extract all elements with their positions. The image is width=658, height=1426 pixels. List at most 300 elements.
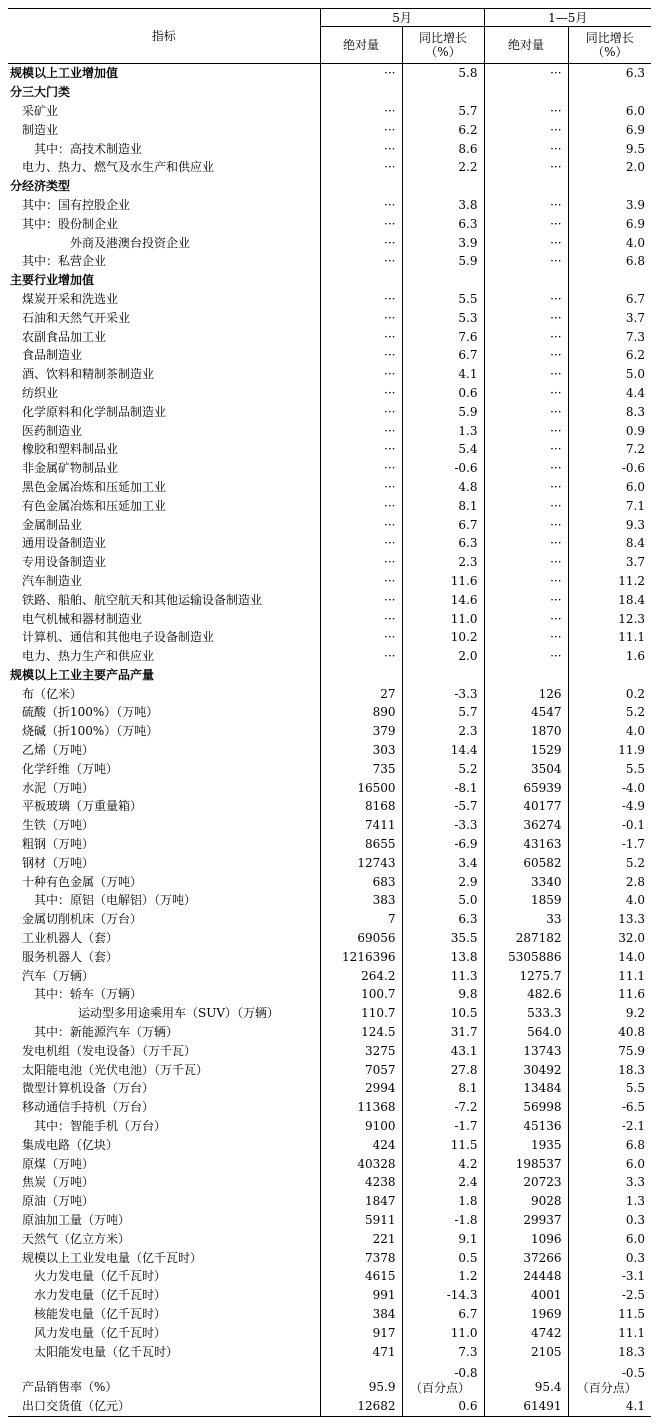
may-yoy-cell: 5.9 xyxy=(402,402,484,421)
table-row xyxy=(8,440,651,459)
table-row xyxy=(8,853,651,872)
may-absolute-cell: 683 xyxy=(320,872,402,891)
jan-may-yoy-cell: -6.5 xyxy=(621,1100,646,1115)
may-yoy-cell xyxy=(402,271,484,290)
jan-may-header: 1—5月 xyxy=(484,9,651,27)
indicator-header: 指标 xyxy=(8,9,320,64)
section-row xyxy=(8,83,651,102)
table-row xyxy=(8,459,651,478)
jan-may-yoy-cell: 7.1 xyxy=(625,498,646,513)
row-label: 天然气（亿立方米） xyxy=(8,1229,320,1248)
may-absolute-cell: ··· xyxy=(320,628,402,647)
row-label: 其中：新能源汽车（万辆） xyxy=(8,1023,320,1042)
row-label: 钢材（万吨） xyxy=(8,853,320,872)
jan-may-yoy-cell: 9.3 xyxy=(625,517,646,532)
table-row xyxy=(8,647,651,666)
table-row xyxy=(8,1060,651,1079)
jan-may-absolute-cell: 45136 xyxy=(484,1117,568,1136)
row-label: 汽车（万辆） xyxy=(8,966,320,985)
jan-may-absolute-cell: 5305886 xyxy=(484,947,568,966)
jan-may-absolute-cell: ··· xyxy=(484,459,568,478)
may-absolute-header: 绝对量 xyxy=(320,27,402,64)
may-yoy-cell: 8.1 xyxy=(402,496,484,515)
may-yoy-cell: 6.3 xyxy=(402,534,484,553)
jan-may-yoy-cell: 6.2 xyxy=(625,348,646,363)
may-yoy-cell: 2.0 xyxy=(402,647,484,666)
jan-may-yoy-cell: 18.3 xyxy=(618,1344,646,1359)
row-label: 风力发电量（亿千瓦时） xyxy=(8,1323,320,1342)
row-label: 化学纤维（万吨） xyxy=(8,759,320,778)
may-yoy-cell: -3.3 xyxy=(402,684,484,703)
may-yoy-cell: -14.3 xyxy=(402,1286,484,1305)
jan-may-absolute-cell: 37266 xyxy=(484,1248,568,1267)
jan-may-yoy-cell: 75.9 xyxy=(618,1043,646,1058)
jan-may-yoy-cell: 4.0 xyxy=(625,235,646,250)
table-row xyxy=(8,1211,651,1230)
may-absolute-cell: 27 xyxy=(320,684,402,703)
may-yoy-cell: 8.1 xyxy=(402,1079,484,1098)
table-row xyxy=(8,1229,651,1248)
jan-may-absolute-cell: 13743 xyxy=(484,1041,568,1060)
table-row xyxy=(8,534,651,553)
table-row xyxy=(8,1361,651,1397)
table-row xyxy=(8,402,651,421)
jan-may-absolute-cell: 533.3 xyxy=(484,1004,568,1023)
table-row xyxy=(8,797,651,816)
jan-may-yoy-cell: 5.5 xyxy=(625,761,646,776)
may-absolute-cell: ··· xyxy=(320,609,402,628)
row-label: 橡胶和塑料制品业 xyxy=(8,440,320,459)
row-label: 规模以上工业增加值 xyxy=(8,64,320,83)
table-row xyxy=(8,233,651,252)
may-absolute-cell: ··· xyxy=(320,440,402,459)
row-label: 其中：原铝（电解铝）（万吨） xyxy=(8,891,320,910)
jan-may-yoy-cell: 4.0 xyxy=(625,724,646,739)
jan-may-yoy-cell: -4.9 xyxy=(621,799,646,814)
table-row xyxy=(8,384,651,403)
table-row xyxy=(8,891,651,910)
may-yoy-cell: 2.2 xyxy=(402,158,484,177)
jan-may-yoy-cell: -1.7 xyxy=(621,837,646,852)
jan-may-yoy-cell: 12.3 xyxy=(618,611,646,626)
jan-may-absolute-cell: 1969 xyxy=(484,1305,568,1324)
may-absolute-cell: 110.7 xyxy=(320,1004,402,1023)
row-label: 工业机器人（套） xyxy=(8,929,320,948)
may-absolute-cell: ··· xyxy=(320,478,402,497)
jan-may-absolute-cell: 40177 xyxy=(484,797,568,816)
row-label: 金属切削机床（万台） xyxy=(8,910,320,929)
table-row xyxy=(8,741,651,760)
table-row xyxy=(8,910,651,929)
row-label: 烧碱（折100%）（万吨） xyxy=(8,722,320,741)
may-yoy-cell: 9.1 xyxy=(402,1229,484,1248)
may-yoy-cell: 6.7 xyxy=(402,515,484,534)
row-label: 硫酸（折100%）（万吨） xyxy=(8,703,320,722)
jan-may-absolute-cell: 4001 xyxy=(484,1286,568,1305)
jan-may-yoy-cell: 4.0 xyxy=(625,893,646,908)
may-absolute-cell: ··· xyxy=(320,553,402,572)
jan-may-absolute-cell: 1870 xyxy=(484,722,568,741)
jan-may-yoy-cell: 5.2 xyxy=(625,705,646,720)
may-absolute-cell: ··· xyxy=(320,459,402,478)
may-absolute-cell: ··· xyxy=(320,590,402,609)
jan-may-yoy-cell: 3.9 xyxy=(625,197,646,212)
row-label: 铁路、船舶、航空航天和其他运输设备制造业 xyxy=(8,590,320,609)
row-label: 规模以上工业主要产品产量 xyxy=(8,666,320,685)
may-yoy-cell: 5.2 xyxy=(402,759,484,778)
section-row xyxy=(8,177,651,196)
jan-may-absolute-cell: ··· xyxy=(484,609,568,628)
row-label: 通用设备制造业 xyxy=(8,534,320,553)
may-absolute-cell: 4615 xyxy=(320,1267,402,1286)
may-absolute-cell: ··· xyxy=(320,252,402,271)
may-yoy-cell: 9.8 xyxy=(402,985,484,1004)
table-row xyxy=(8,1154,651,1173)
row-label: 水力发电量（亿千瓦时） xyxy=(8,1286,320,1305)
jan-may-absolute-cell: 43163 xyxy=(484,835,568,854)
jan-may-absolute-cell: 1096 xyxy=(484,1229,568,1248)
row-label: 医药制造业 xyxy=(8,421,320,440)
row-label: 核能发电量（亿千瓦时） xyxy=(8,1305,320,1324)
row-label: 主要行业增加值 xyxy=(8,271,320,290)
section-row xyxy=(8,64,651,83)
jan-may-yoy-cell: -0.1 xyxy=(621,818,646,833)
jan-may-yoy-cell: 3.3 xyxy=(625,1175,646,1190)
jan-may-absolute-cell: 4742 xyxy=(484,1323,568,1342)
may-absolute-cell: 3275 xyxy=(320,1041,402,1060)
jan-may-absolute-cell: ··· xyxy=(484,102,568,121)
may-yoy-cell: 35.5 xyxy=(402,929,484,948)
row-label: 黑色金属冶炼和压延加工业 xyxy=(8,478,320,497)
may-yoy-cell: 6.7 xyxy=(402,346,484,365)
jan-may-absolute-cell: ··· xyxy=(484,628,568,647)
may-yoy-cell: 2.4 xyxy=(402,1173,484,1192)
may-absolute-cell: 264.2 xyxy=(320,966,402,985)
table-row xyxy=(8,102,651,121)
jan-may-yoy-cell: 1.6 xyxy=(625,649,646,664)
unit-note: （百分点） xyxy=(576,1380,637,1395)
jan-may-absolute-cell: 126 xyxy=(484,684,568,703)
may-yoy-header: 同比增长 （%） xyxy=(402,27,484,64)
jan-may-yoy-cell: 11.2 xyxy=(618,573,646,588)
may-absolute-cell: 7 xyxy=(320,910,402,929)
may-absolute-cell: ··· xyxy=(320,290,402,309)
may-yoy-cell: 11.5 xyxy=(402,1135,484,1154)
jan-may-absolute-cell: ··· xyxy=(484,64,568,83)
table-row xyxy=(8,872,651,891)
may-absolute-cell: 8655 xyxy=(320,835,402,854)
may-yoy-cell: -0.8 （百分点） xyxy=(402,1361,484,1397)
jan-may-yoy-cell: 6.8 xyxy=(625,254,646,269)
table-row xyxy=(8,120,651,139)
jan-may-yoy-cell: 1.3 xyxy=(625,1194,646,1209)
may-yoy-cell: 0.6 xyxy=(402,384,484,403)
may-absolute-cell: 11368 xyxy=(320,1098,402,1117)
row-label: 平板玻璃（万重量箱） xyxy=(8,797,320,816)
may-absolute-cell xyxy=(320,83,402,102)
jan-may-absolute-cell: 1275.7 xyxy=(484,966,568,985)
may-absolute-cell: 5911 xyxy=(320,1211,402,1230)
may-yoy-cell: 11.0 xyxy=(402,609,484,628)
may-absolute-cell: ··· xyxy=(320,515,402,534)
jan-may-yoy-cell: -4.0 xyxy=(621,780,646,795)
row-label: 其中：高技术制造业 xyxy=(8,139,320,158)
may-header: 5月 xyxy=(320,9,484,27)
row-label: 其中：智能手机（万台） xyxy=(8,1117,320,1136)
may-absolute-cell: ··· xyxy=(320,402,402,421)
may-yoy-cell: 1.3 xyxy=(402,421,484,440)
jan-may-yoy-cell: 40.8 xyxy=(618,1025,646,1040)
row-label: 金属制品业 xyxy=(8,515,320,534)
row-label: 生铁（万吨） xyxy=(8,816,320,835)
may-yoy-cell: 7.3 xyxy=(402,1342,484,1361)
jan-may-yoy-cell: 8.4 xyxy=(625,536,646,551)
row-label: 非金属矿物制品业 xyxy=(8,459,320,478)
may-absolute-cell: 379 xyxy=(320,722,402,741)
table-row xyxy=(8,346,651,365)
may-yoy-cell: -6.9 xyxy=(402,835,484,854)
jan-may-absolute-cell: 4547 xyxy=(484,703,568,722)
may-yoy-cell: 14.6 xyxy=(402,590,484,609)
row-label: 外商及港澳台投资企业 xyxy=(8,233,320,252)
may-yoy-cell: 31.7 xyxy=(402,1023,484,1042)
jan-may-yoy-cell xyxy=(568,83,651,102)
row-label: 乙烯（万吨） xyxy=(8,741,320,760)
may-absolute-cell: 735 xyxy=(320,759,402,778)
row-label: 电力、热力、燃气及水生产和供应业 xyxy=(8,158,320,177)
may-absolute-cell: ··· xyxy=(320,233,402,252)
row-label: 十种有色金属（万吨） xyxy=(8,872,320,891)
table-row xyxy=(8,553,651,572)
jan-may-yoy-cell: 7.2 xyxy=(625,442,646,457)
table-row xyxy=(8,1267,651,1286)
row-label: 分三大门类 xyxy=(8,83,320,102)
table-row xyxy=(8,966,651,985)
may-yoy-cell: 43.1 xyxy=(402,1041,484,1060)
may-absolute-cell: 40328 xyxy=(320,1154,402,1173)
may-yoy-cell: 0.6 xyxy=(402,1397,484,1416)
jan-may-absolute-cell: ··· xyxy=(484,647,568,666)
section-row xyxy=(8,271,651,290)
may-absolute-cell: 383 xyxy=(320,891,402,910)
jan-may-absolute-cell: ··· xyxy=(484,402,568,421)
may-yoy-cell: 11.3 xyxy=(402,966,484,985)
jan-may-absolute-cell: 13484 xyxy=(484,1079,568,1098)
jan-may-yoy-cell: -0.6 xyxy=(621,461,646,476)
table-row xyxy=(8,1397,651,1416)
may-absolute-cell: 12743 xyxy=(320,853,402,872)
may-absolute-cell xyxy=(320,177,402,196)
table-row xyxy=(8,1023,651,1042)
jan-may-yoy-cell: -0.5 （百分点） xyxy=(568,1361,651,1397)
row-label: 火力发电量（亿千瓦时） xyxy=(8,1267,320,1286)
row-label: 电气机械和器材制造业 xyxy=(8,609,320,628)
jan-may-absolute-cell: 287182 xyxy=(484,929,568,948)
may-absolute-cell: 9100 xyxy=(320,1117,402,1136)
may-absolute-cell: ··· xyxy=(320,120,402,139)
row-label: 水泥（万吨） xyxy=(8,778,320,797)
jan-may-yoy-cell: -2.5 xyxy=(621,1288,646,1303)
row-label: 移动通信手持机（万台） xyxy=(8,1098,320,1117)
may-yoy-cell: 14.4 xyxy=(402,741,484,760)
jan-may-yoy-cell: 0.3 xyxy=(625,1250,646,1265)
table-header xyxy=(8,9,651,64)
table-row xyxy=(8,816,651,835)
jan-may-absolute-cell: 95.4 xyxy=(484,1361,568,1397)
may-absolute-cell: ··· xyxy=(320,384,402,403)
jan-may-yoy-cell: 9.5 xyxy=(625,141,646,156)
table-row xyxy=(8,139,651,158)
jan-may-absolute-cell xyxy=(484,271,568,290)
jan-may-absolute-cell: ··· xyxy=(484,440,568,459)
table-row xyxy=(8,628,651,647)
table-row xyxy=(8,1135,651,1154)
jan-may-absolute-cell: ··· xyxy=(484,196,568,215)
may-absolute-cell: ··· xyxy=(320,158,402,177)
row-label: 酒、饮料和精制茶制造业 xyxy=(8,365,320,384)
may-absolute-cell: 100.7 xyxy=(320,985,402,1004)
row-label: 其中：股份制企业 xyxy=(8,214,320,233)
table-row xyxy=(8,1079,651,1098)
may-yoy-cell: -0.6 xyxy=(402,459,484,478)
jan-may-absolute-cell: ··· xyxy=(484,214,568,233)
may-yoy-cell: 5.3 xyxy=(402,308,484,327)
may-yoy-cell: 2.3 xyxy=(402,553,484,572)
jan-may-yoy-cell: 4.1 xyxy=(568,1397,651,1416)
may-absolute-cell: ··· xyxy=(320,214,402,233)
may-yoy-cell: -1.8 xyxy=(402,1211,484,1230)
jan-may-yoy-cell: 9.2 xyxy=(625,1006,646,1021)
jan-may-absolute-cell: ··· xyxy=(484,534,568,553)
jan-may-absolute-cell: ··· xyxy=(484,421,568,440)
row-label: 计算机、通信和其他电子设备制造业 xyxy=(8,628,320,647)
jan-may-absolute-cell xyxy=(484,83,568,102)
jan-may-absolute-cell: 29937 xyxy=(484,1211,568,1230)
jan-may-absolute-cell: ··· xyxy=(484,290,568,309)
may-yoy-cell: 0.5 xyxy=(402,1248,484,1267)
table-row xyxy=(8,572,651,591)
jan-may-absolute-cell: 30492 xyxy=(484,1060,568,1079)
may-absolute-cell: 991 xyxy=(320,1286,402,1305)
table-row xyxy=(8,214,651,233)
table-row xyxy=(8,1004,651,1023)
table-row xyxy=(8,590,651,609)
jan-may-absolute-cell: ··· xyxy=(484,120,568,139)
may-absolute-cell: 124.5 xyxy=(320,1023,402,1042)
table-row xyxy=(8,947,651,966)
jan-may-absolute-cell: 1529 xyxy=(484,741,568,760)
jan-may-absolute-cell: ··· xyxy=(484,252,568,271)
table-row xyxy=(8,835,651,854)
row-label: 规模以上工业发电量（亿千瓦时） xyxy=(8,1248,320,1267)
table-row xyxy=(8,290,651,309)
table-row xyxy=(8,609,651,628)
may-absolute-cell xyxy=(320,271,402,290)
table-row xyxy=(8,1342,651,1361)
may-absolute-cell: 8168 xyxy=(320,797,402,816)
may-absolute-cell: 4238 xyxy=(320,1173,402,1192)
row-label: 集成电路（亿块） xyxy=(8,1135,320,1154)
jan-may-yoy-cell: 32.0 xyxy=(618,931,646,946)
row-label: 粗钢（万吨） xyxy=(8,835,320,854)
table-row xyxy=(8,515,651,534)
row-label: 食品制造业 xyxy=(8,346,320,365)
jan-may-absolute-cell: ··· xyxy=(484,496,568,515)
may-absolute-cell: 7057 xyxy=(320,1060,402,1079)
may-absolute-cell: ··· xyxy=(320,196,402,215)
jan-may-yoy-cell: 18.4 xyxy=(618,592,646,607)
jan-may-absolute-cell: 33 xyxy=(484,910,568,929)
table-row xyxy=(8,778,651,797)
row-label: 制造业 xyxy=(8,120,320,139)
jan-may-yoy-cell: 11.1 xyxy=(618,968,646,983)
may-yoy-cell: 5.8 xyxy=(402,64,484,83)
may-absolute-cell: 1847 xyxy=(320,1192,402,1211)
jan-may-absolute-cell: ··· xyxy=(484,233,568,252)
jan-may-absolute-cell xyxy=(484,666,568,685)
jan-may-absolute-cell xyxy=(484,177,568,196)
jan-may-yoy-cell: 5.5 xyxy=(625,1081,646,1096)
jan-may-yoy-cell: 3.7 xyxy=(625,310,646,325)
may-absolute-cell: 384 xyxy=(320,1305,402,1324)
jan-may-absolute-cell: 61491 xyxy=(484,1397,568,1416)
may-yoy-cell: -7.2 xyxy=(402,1098,484,1117)
row-label: 微型计算机设备（万台） xyxy=(8,1079,320,1098)
row-label: 纺织业 xyxy=(8,384,320,403)
may-yoy-cell: 1.2 xyxy=(402,1267,484,1286)
may-absolute-cell: 95.9 xyxy=(320,1361,402,1397)
jan-may-absolute-cell: ··· xyxy=(484,308,568,327)
row-label: 其中：私营企业 xyxy=(8,252,320,271)
may-yoy-cell: 5.9 xyxy=(402,252,484,271)
may-yoy-cell: 10.2 xyxy=(402,628,484,647)
statistics-table-container xyxy=(8,8,651,1417)
may-yoy-cell: 13.8 xyxy=(402,947,484,966)
jan-may-absolute-cell: ··· xyxy=(484,553,568,572)
jan-may-absolute-cell: ··· xyxy=(484,327,568,346)
may-absolute-cell: 424 xyxy=(320,1135,402,1154)
table-row xyxy=(8,1173,651,1192)
jan-may-absolute-cell: ··· xyxy=(484,365,568,384)
jan-may-absolute-header: 绝对量 xyxy=(484,27,568,64)
may-absolute-cell: 471 xyxy=(320,1342,402,1361)
jan-may-yoy-cell xyxy=(568,271,651,290)
jan-may-yoy-cell: 11.6 xyxy=(618,987,646,1002)
table-row xyxy=(8,1286,651,1305)
jan-may-absolute-cell: ··· xyxy=(484,590,568,609)
jan-may-yoy-cell: 11.5 xyxy=(618,1306,646,1321)
may-absolute-cell: 890 xyxy=(320,703,402,722)
may-absolute-cell: ··· xyxy=(320,534,402,553)
may-yoy-cell: 3.9 xyxy=(402,233,484,252)
may-yoy-cell: 4.2 xyxy=(402,1154,484,1173)
may-yoy-cell: 2.3 xyxy=(402,722,484,741)
jan-may-yoy-cell: 2.8 xyxy=(625,874,646,889)
jan-may-absolute-cell: 24448 xyxy=(484,1267,568,1286)
may-yoy-cell: 4.1 xyxy=(402,365,484,384)
jan-may-yoy-cell: 4.4 xyxy=(625,385,646,400)
may-absolute-cell xyxy=(320,666,402,685)
jan-may-absolute-cell: 1935 xyxy=(484,1135,568,1154)
row-label: 分经济类型 xyxy=(8,177,320,196)
may-yoy-cell: 5.7 xyxy=(402,703,484,722)
may-yoy-cell: 5.0 xyxy=(402,891,484,910)
may-yoy-cell: 11.6 xyxy=(402,572,484,591)
jan-may-absolute-cell: ··· xyxy=(484,515,568,534)
jan-may-yoy-cell: 0.2 xyxy=(625,686,646,701)
may-absolute-cell: 12682 xyxy=(320,1397,402,1416)
may-yoy-cell xyxy=(402,177,484,196)
